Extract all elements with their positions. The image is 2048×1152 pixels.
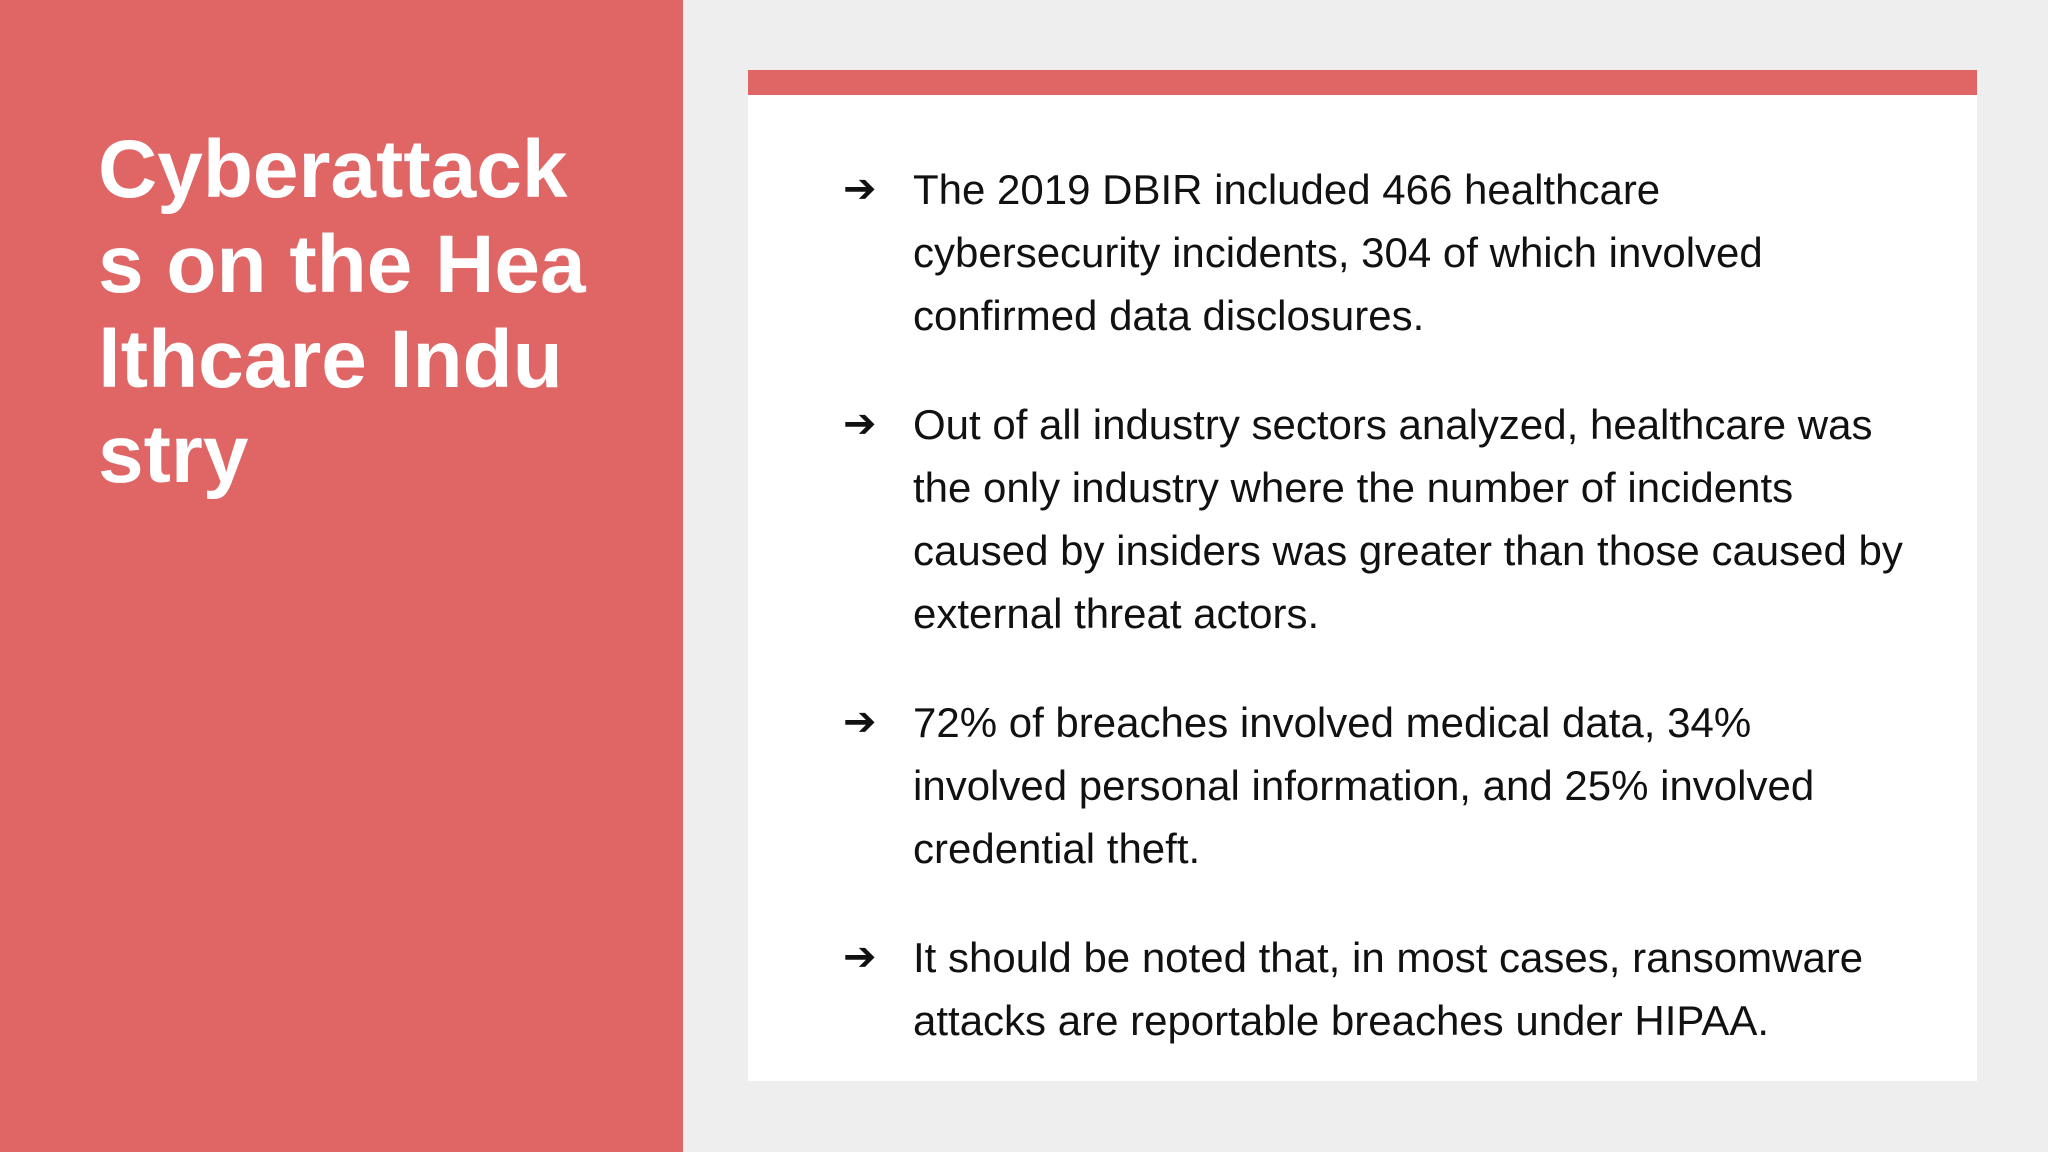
slide-title: Cyberattacks on the Healthcare Industry	[98, 124, 586, 500]
bullet-item	[843, 393, 1913, 645]
bullet-text: Out of all industry sectors analyzed, healthcare was the only industry where the number of incidents caused by insiders was greater than those caused by external threat actors.	[913, 401, 1903, 637]
bullet-list	[843, 158, 1913, 1098]
content-card	[748, 70, 1977, 1081]
bullet-text: 72% of breaches involved medical data, 34% involved personal information, and 25% involved credential theft.	[913, 699, 1815, 872]
bullet-item	[843, 158, 1913, 347]
right-arrow-icon: ➔	[843, 699, 877, 745]
card-accent-bar	[748, 70, 1977, 95]
title-panel	[0, 0, 683, 1152]
right-arrow-icon: ➔	[843, 166, 877, 212]
bullet-item	[843, 691, 1913, 880]
bullet-text: It should be noted that, in most cases, ransomware attacks are reportable breaches under HIPAA.	[913, 934, 1864, 1044]
bullet-item	[843, 926, 1913, 1052]
right-arrow-icon: ➔	[843, 401, 877, 447]
right-arrow-icon: ➔	[843, 934, 877, 980]
bullet-text: The 2019 DBIR included 466 healthcare cybersecurity incidents, 304 of which involved confirmed data disclosures.	[913, 166, 1763, 339]
